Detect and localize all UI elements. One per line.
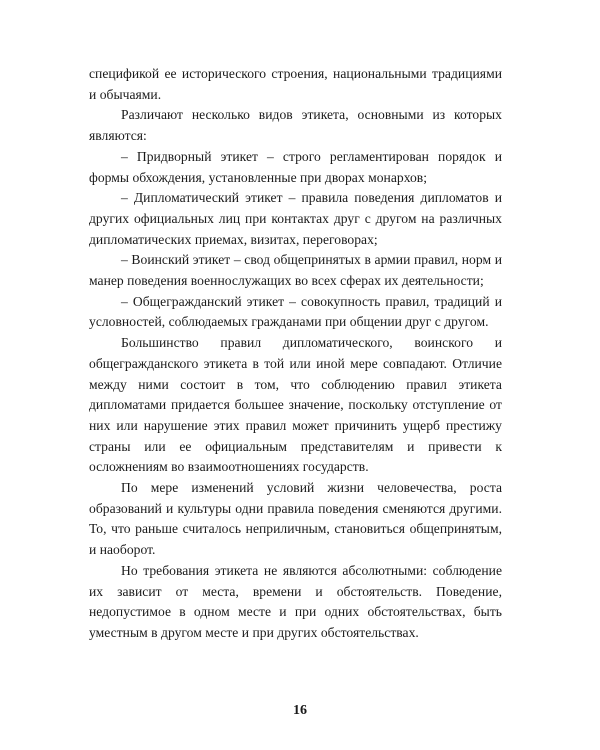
list-item-military-etiquette: – Воинский этикет – свод общепринятых в армии правил, норм и манер поведения военнослужащих во всех сферах их деятельности; <box>89 252 502 289</box>
paragraph-rules-change: По мере изменений условий жизни человечества, роста образований и культуры одни правила поведения сменяются другими. То, что раньше считалось неприличным, становиться общепринятым, и наоборот. <box>89 480 502 558</box>
page-number: 16 <box>293 703 307 718</box>
paragraph-types-intro: Различают несколько видов этикета, основными из которых являются: <box>89 107 502 144</box>
paragraph-rules-comparison: Большинство правил дипломатического, воинского и общегражданского этикета в той или иной мере совпадают. Отличие между ними состоит в том, что соблюдению правил этикета дипломатами придается большее значение, поскольку отступление от них или нарушение этих правил может причинить ущерб престижу страны или ее официальным представителям и привести к осложнениям во взаимоотношениях государств. <box>89 335 502 475</box>
list-item-civil-etiquette: – Общегражданский этикет – совокупность правил, традиций и условностей, соблюдаемых гражданами при общении друг с другом. <box>89 293 502 330</box>
paragraph-rules-relative: Но требования этикета не являются абсолютными: соблюдение их зависит от места, времени и обстоятельств. Поведение, недопустимое в одном месте и при одних обстоятельствах, быть уместным в другом месте и при других обстоятельствах. <box>89 562 502 640</box>
list-item-court-etiquette: – Придворный этикет – строго регламентирован порядок и формы обхождения, установленные при дворах монархов; <box>89 148 502 185</box>
list-item-diplomatic-etiquette: – Дипломатический этикет – правила поведения дипломатов и других официальных лиц при контактах друг с другом на различных дипломатических приемах, визитах, переговорах; <box>89 190 502 247</box>
page-body <box>89 64 502 644</box>
paragraph-continuation: спецификой ее исторического строения, национальными традициями и обычаями. <box>89 66 502 102</box>
